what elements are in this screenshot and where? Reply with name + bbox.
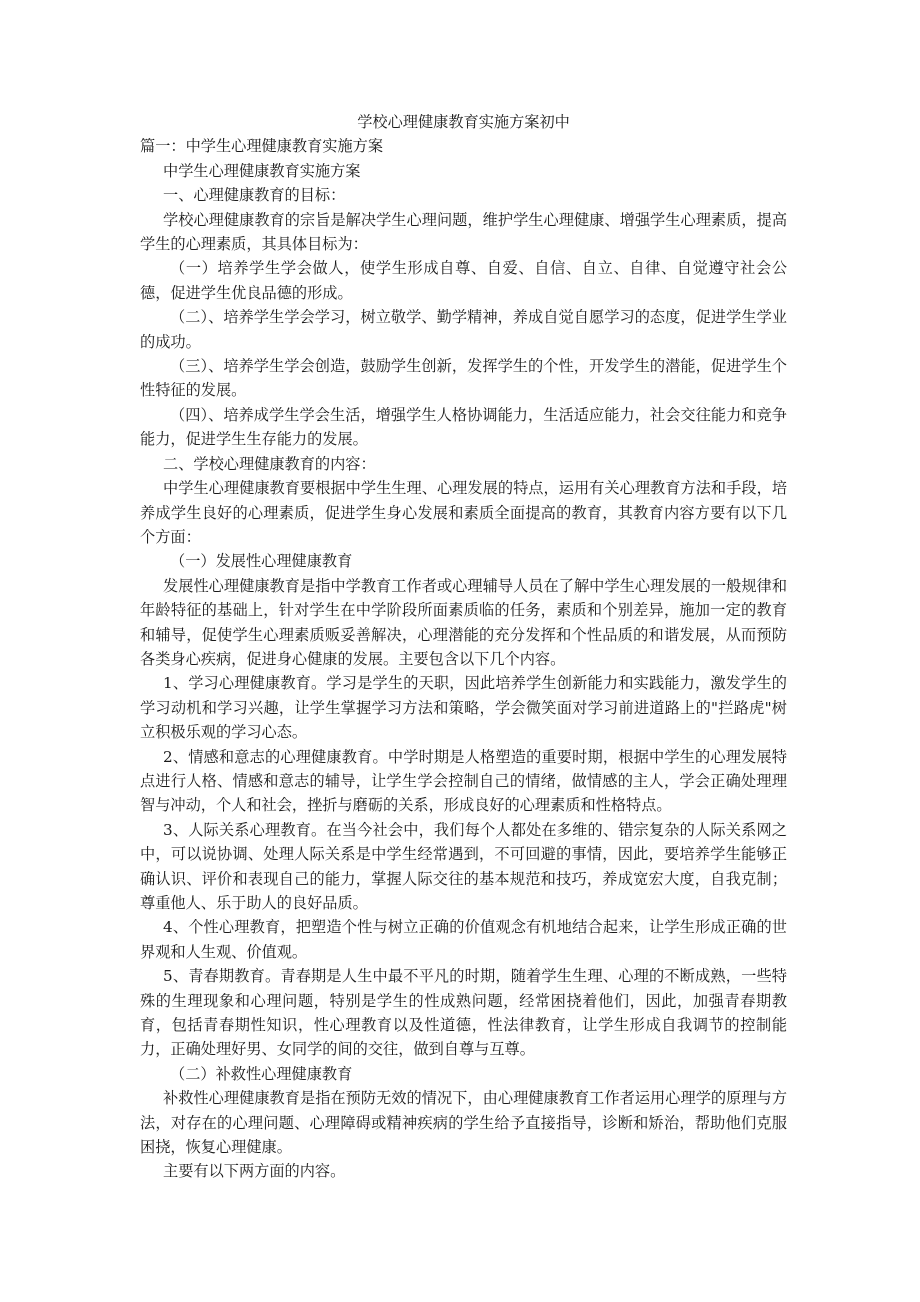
part-heading: 篇一：中学生心理健康教育实施方案 xyxy=(140,137,383,156)
paragraph-developmental: 发展性心理健康教育是指中学教育工作者或心理辅导人员在了解中学生心理发展的一般规律和年龄特征的基础上，针对学生在中学阶段所面素质临的任务，素质和个别差异，施加一定的教育和辅导，促使学生心理素质贩妥善解决，心理潜能的充分发挥和个性品质的和谐发展，从而预防各类身心疾病，促进身心健康的发展。主要包含以下几个内容。 xyxy=(140,576,787,668)
paragraph-item-5: 5、青春期教育。青春期是人生中最不平凡的时期，随着学生生理、心理的不断成熟，一些特殊的生理现象和心理问题，特别是学生的性成熟问题，经常困挠着他们，因此，加强青春期教育，包括青春期性知识，性心理教育以及性道德，性法律教育，让学生形成自我调节的控制能力，正确处理好男、女同学的间的交往，做到自尊与互尊。 xyxy=(140,967,787,1059)
paragraph-content-intro: 中学生心理健康教育要根据中学生生理、心理发展的特点，运用有关心理教育方法和手段，培养成学生良好的心理素质，促进学生身心发展和素质全面提高的教育，其教育内容方要有以下几个方面： xyxy=(140,479,787,546)
document-page xyxy=(140,110,787,1184)
subheading-remedial: （二）补救性心理健康教育 xyxy=(170,1064,353,1083)
paragraph-goal-2: （二）、培养学生学会学习，树立敬学、勤学精神，养成自觉自愿学习的态度，促进学生学业的成功。 xyxy=(140,308,787,351)
paragraph-remedial: 补救性心理健康教育是指在预防无效的情况下，由心理健康教育工作者运用心理学的原理与方法，对存在的心理问题、心理障碍或精神疾病的学生给予直接指导，诊断和矫治，帮助他们克服困挠，恢复心理健康。 xyxy=(140,1089,787,1157)
paragraph-item-1: 1、学习心理健康教育。学习是学生的天职，因此培养学生创新能力和实践能力，激发学生的学习动机和学习兴趣，让学生掌握学习方法和策略，学会微笑面对学习前进道路上的"拦路虎"树立积极乐观的学习心态。 xyxy=(140,674,787,742)
paragraph-goals-intro: 学校心理健康教育的宗旨是解决学生心理问题，维护学生心理健康、增强学生心理素质，提高学生的心理素质，其具体目标为： xyxy=(140,210,787,254)
paragraph-item-2: 2、情感和意志的心理健康教育。中学时期是人格塑造的重要时期，根据中学生的心理发展特点进行人格、情感和意志的辅导，让学生学会控制自己的情绪，做情感的主人，学会正确处理理智与冲动，个人和社会，挫折与磨砺的关系，形成良好的心理素质和性格特点。 xyxy=(140,747,787,815)
section-heading-goals: 一、心理健康教育的目标： xyxy=(163,186,346,205)
subheading-developmental: （一）发展性心理健康教育 xyxy=(170,552,353,571)
paragraph-goal-1: （一）培养学生学会做人，使学生形成自尊、自爱、自信、自立、自律、自觉遵守社会公德，促进学生优良品德的形成。 xyxy=(140,259,787,302)
paragraph-goal-3: （三）、培养学生学会创造，鼓励学生创新，发挥学生的个性，开发学生的潜能，促进学生个性特征的发展。 xyxy=(140,357,787,400)
paragraph-item-4: 4、个性心理教育，把塑造个性与树立正确的价值观念有机地结合起来，让学生形成正确的世界观和人生观、价值观。 xyxy=(140,918,787,961)
section-heading-content: 二、学校心理健康教育的内容： xyxy=(163,454,376,473)
document-subtitle: 中学生心理健康教育实施方案 xyxy=(163,161,361,180)
document-title: 学校心理健康教育实施方案初中 xyxy=(357,113,570,131)
paragraph-goal-4: （四）、培养成学生学会生活，增强学生人格协调能力，生活适应能力，社会交往能力和竞争能力，促进学生生存能力的发展。 xyxy=(140,405,787,449)
paragraph-remedial-aspects: 主要有以下两方面的内容。 xyxy=(163,1162,346,1181)
paragraph-item-3: 3、人际关系心理教育。在当今社会中，我们每个人都处在多维的、错宗复杂的人际关系网之中，可以说协调、处理人际关系是中学生经常遇到，不可回避的事情，因此，要培养学生能够正确认识、评价和表现自己的能力，掌握人际交往的基本规范和技巧，养成宽宏大度，自我克制；尊重他人、乐于助人的良好品质。 xyxy=(140,820,787,912)
